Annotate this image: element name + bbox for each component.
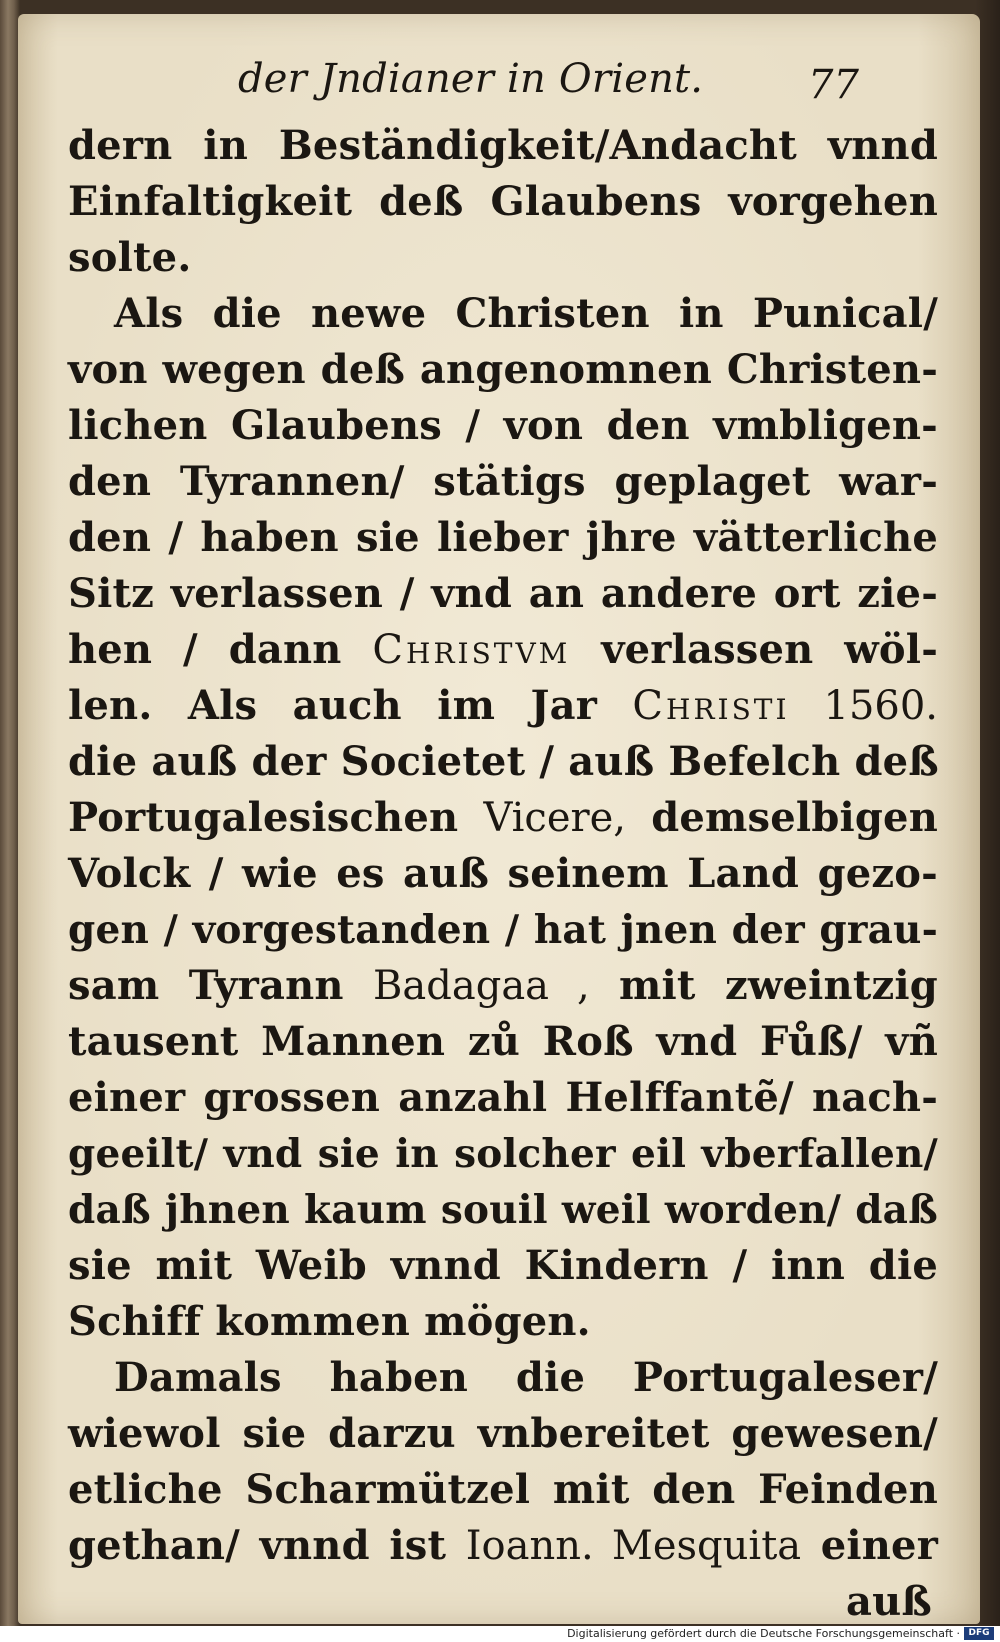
text-line: dern in Beständigkeit/Andacht vnnd	[68, 122, 938, 169]
text-line: Portugalesischen Vicere, demselbigen	[68, 794, 938, 841]
digitization-footer	[0, 1626, 1000, 1642]
antiqua-word: Badagaa ,	[373, 963, 590, 1009]
catchword: auß	[846, 1578, 932, 1625]
running-head: der Jndianer in Orient.	[238, 56, 704, 102]
antiqua-word: Vicere,	[483, 795, 627, 841]
page-number: 77	[808, 62, 859, 108]
page-header	[0, 56, 1000, 126]
text-line: len. Als auch im Jar Christi 1560.	[68, 682, 939, 729]
text-line: den / haben sie lieber jhre vätterliche	[68, 514, 938, 561]
body-text	[68, 118, 938, 1630]
text-line: etliche Scharmützel mit den Feinden	[68, 1466, 938, 1513]
text-line: einer grossen anzahl Helffantẽ/ nach-	[68, 1074, 938, 1121]
text-line: wiewol sie darzu vnbereitet gewesen/	[68, 1410, 938, 1457]
paragraph-start-line: Als die newe Christen in Punical/	[114, 290, 938, 337]
text-line: Volck / wie es auß seinem Land gezo-	[68, 850, 938, 897]
text-line: Sitz verlassen / vnd an andere ort zie-	[68, 570, 938, 617]
text-line: tausent Mannen zů Roß vnd Fůß/ vñ	[68, 1018, 938, 1065]
text-line: daß jhnen kaum souil weil worden/ daß	[68, 1187, 938, 1233]
text-line: gen / vorgestanden / hat jnen der grau-	[68, 907, 938, 953]
text-line: Schiff kommen mögen.	[68, 1298, 591, 1345]
text-line: sie mit Weib vnnd Kindern / inn die	[68, 1242, 938, 1289]
text-line: von wegen deß angenomnen Christen-	[68, 346, 938, 393]
dfg-logo: DFG	[964, 1627, 994, 1640]
text-line: sam Tyrann Badagaa , mit zweintzig	[68, 962, 938, 1009]
antiqua-word: Christvm	[372, 627, 571, 673]
funding-credit: Digitalisierung gefördert durch die Deutsche Forschungsgemeinschaft ·	[567, 1627, 960, 1640]
paragraph-start-line: Damals haben die Portugaleser/	[114, 1354, 938, 1401]
antiqua-word: Ioann. Mesquita	[465, 1523, 802, 1569]
text-line: hen / dann Christvm verlassen wöl-	[68, 626, 938, 673]
text-line: die auß der Societet / auß Befelch deß	[68, 738, 939, 785]
text-line: gethan/ vnnd ist Ioann. Mesquita einer	[68, 1522, 938, 1569]
text-line: geeilt/ vnd sie in solcher eil vberfallen/	[68, 1131, 938, 1177]
text-line: solte.	[68, 234, 192, 281]
text-line: lichen Glaubens / von den vmbligen-	[68, 402, 938, 449]
text-line: Einfaltigkeit deß Glaubens vorgehen	[68, 178, 938, 225]
antiqua-word: Christi	[632, 683, 790, 729]
text-line: den Tyrannen/ stätigs geplaget war-	[68, 458, 938, 505]
